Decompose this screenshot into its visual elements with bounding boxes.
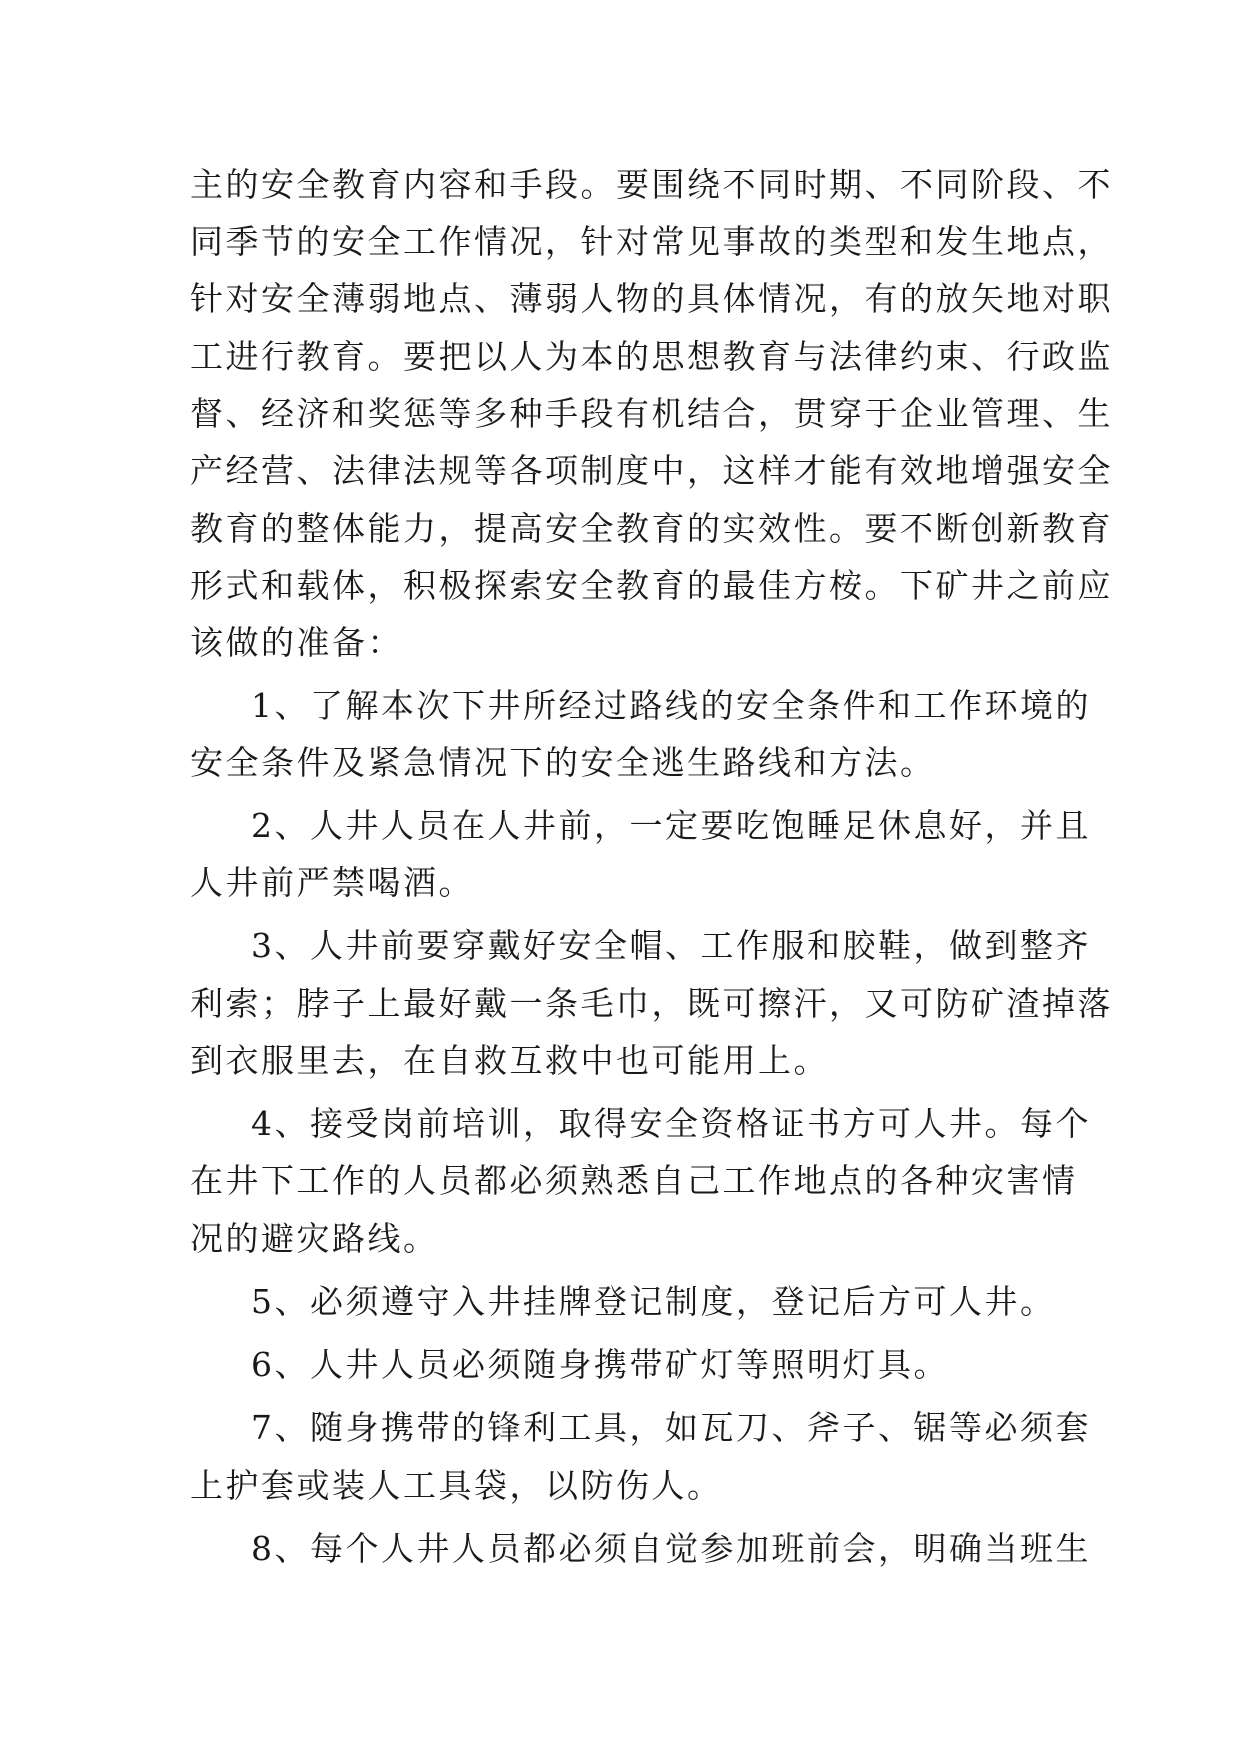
list-item-1-line: 1、了解本次下井所经过路线的安全条件和工作环境的 <box>251 686 1091 725</box>
text-line: 针对安全薄弱地点、薄弱人物的具体情况，有的放矢地对职 <box>190 279 1113 318</box>
text-line: 形式和载体，积极探索安全教育的最佳方桉。下矿井之前应 <box>190 566 1113 605</box>
list-item-8-line: 8、每个人井人员都必须自觉参加班前会，明确当班生 <box>251 1529 1091 1568</box>
text-line: 到衣服里去，在自救互救中也可能用上。 <box>190 1041 829 1080</box>
text-line: 主的安全教育内容和手段。要围绕不同时期、不同阶段、不 <box>190 165 1113 204</box>
text-line: 工进行教育。要把以人为本的思想教育与法律约束、行政监 <box>190 337 1113 376</box>
text-line: 产经营、法律法规等各项制度中，这样才能有效地增强安全 <box>190 451 1113 490</box>
text-line: 况的避灾路线。 <box>190 1219 439 1258</box>
text-line: 安全条件及紧急情况下的安全逃生路线和方法。 <box>190 743 936 782</box>
list-item-6-line: 6、人井人员必须随身携带矿灯等照明灯具。 <box>251 1345 949 1384</box>
list-item-2-line: 2、人井人员在人井前，一定要吃饱睡足休息好，并且 <box>251 806 1091 845</box>
text-line: 利索；脖子上最好戴一条毛巾，既可擦汗，又可防矿渣掉落 <box>190 984 1113 1023</box>
list-item-3-line: 3、人井前要穿戴好安全帽、工作服和胶鞋，做到整齐 <box>251 926 1091 965</box>
text-line: 教育的整体能力，提高安全教育的实效性。要不断创新教育 <box>190 509 1113 548</box>
text-line: 人井前严禁喝酒。 <box>190 863 474 902</box>
text-line: 该做的准备： <box>190 623 403 662</box>
list-item-4-line: 4、接受岗前培训，取得安全资格证书方可人井。每个 <box>251 1104 1091 1143</box>
text-line: 同季节的安全工作情况，针对常见事故的类型和发生地点， <box>190 222 1113 261</box>
list-item-5-line: 5、必须遵守入井挂牌登记制度，登记后方可人井。 <box>251 1282 1056 1321</box>
text-line: 上护套或装人工具袋，以防伤人。 <box>190 1466 723 1505</box>
text-line: 督、经济和奖惩等多种手段有机结合，贯穿于企业管理、生 <box>190 394 1113 433</box>
text-line: 在井下工作的人员都必须熟悉自己工作地点的各种灾害情 <box>190 1161 1078 1200</box>
list-item-7-line: 7、随身携带的锋利工具，如瓦刀、斧子、锯等必须套 <box>251 1408 1091 1447</box>
